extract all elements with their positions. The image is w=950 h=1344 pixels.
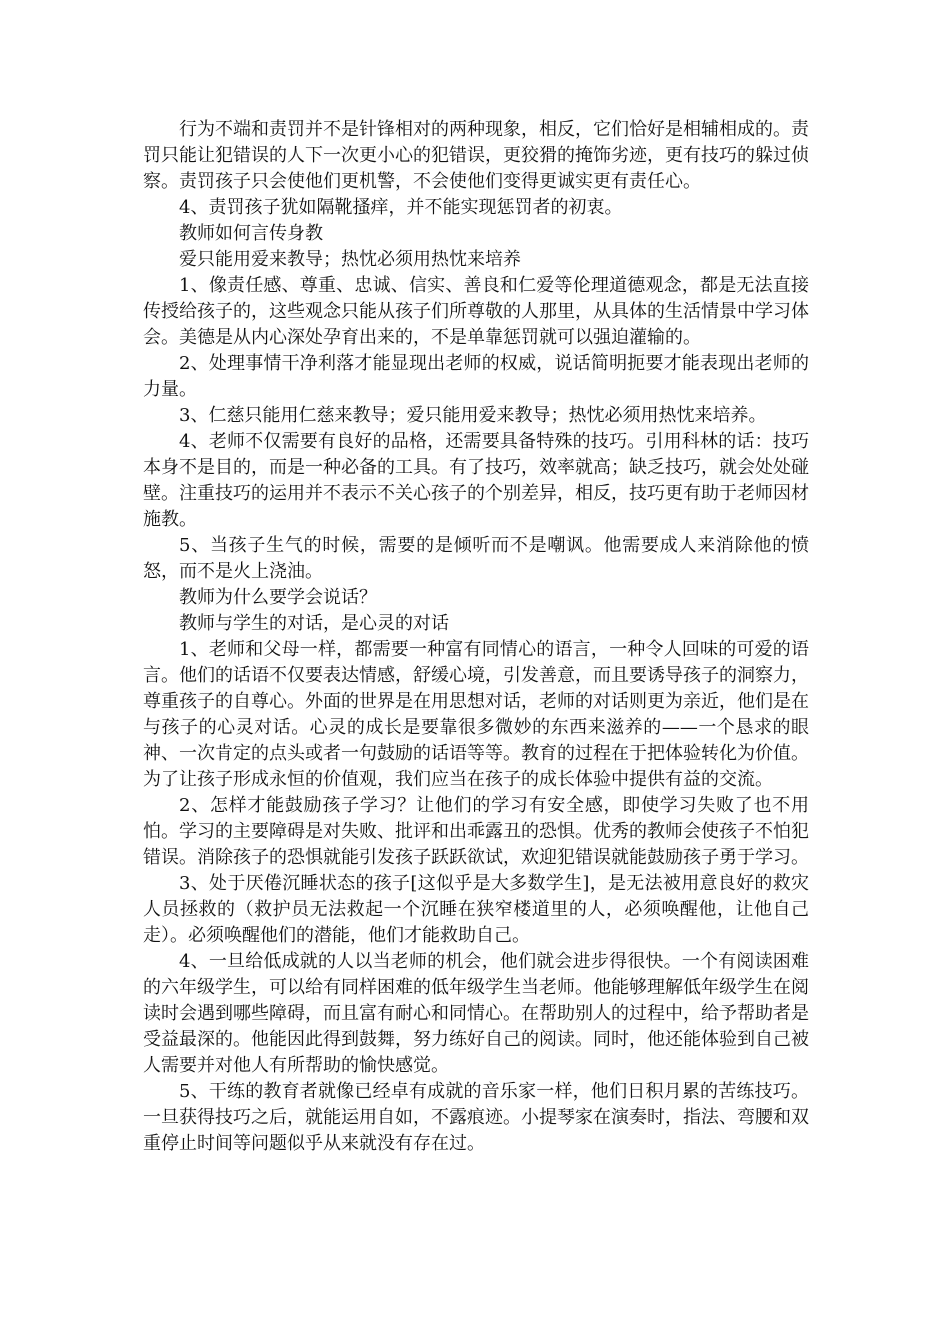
paragraph-example-3: 3、仁慈只能用仁慈来教导；爱只能用爱来教导；热忱必须用热忱来培养。	[179, 405, 767, 426]
section-subheading-dialogue-of-souls: 教师与学生的对话，是心灵的对话	[179, 613, 449, 634]
section-subheading-love-and-enthusiasm: 爱只能用爱来教导；热忱必须用热忱来培养	[179, 249, 521, 270]
paragraph-speak-3: 3、处于厌倦沉睡状态的孩子[这似乎是大多数学生]，是无法被用意良好的救灾人员拯救的（救护员无法救起一个沉睡在狭窄楼道里的人，必须唤醒他，让他自己走）。必须唤醒他们的潜能，他们才能救助自己。	[143, 873, 809, 946]
section-heading-learn-to-speak: 教师为什么要学会说话？	[179, 587, 377, 608]
paragraph-example-4: 4、老师不仅需要有良好的品格，还需要具备特殊的技巧。引用科林的话：技巧本身不是目的，而是一种必备的工具。有了技巧，效率就高；缺乏技巧，就会处处碰壁。注重技巧的运用并不表示不关心孩子的个别差异，相反，技巧更有助于老师因材施教。	[143, 431, 809, 530]
paragraph-example-1: 1、像责任感、尊重、忠诚、信实、善良和仁爱等伦理道德观念，都是无法直接传授给孩子的，这些观念只能从孩子们所尊敬的人那里，从具体的生活情景中学习体会。美德是从内心深处孕育出来的，不是单靠惩罚就可以强迫灌输的。	[143, 275, 809, 348]
document-body	[143, 117, 809, 1157]
section-heading-teaching-by-example: 教师如何言传身教	[179, 223, 323, 244]
paragraph-speak-2: 2、怎样才能鼓励孩子学习？让他们的学习有安全感，即使学习失败了也不用怕。学习的主要障碍是对失败、批评和出乖露丑的恐惧。优秀的教师会使孩子不怕犯错误。消除孩子的恐惧就能引发孩子跃跃欲试，欢迎犯错误就能鼓励孩子勇于学习。	[143, 795, 809, 868]
paragraph-speak-4: 4、一旦给低成就的人以当老师的机会，他们就会进步得很快。一个有阅读困难的六年级学生，可以给有同样困难的低年级学生当老师。他能够理解低年级学生在阅读时会遇到哪些障碍，而且富有耐心和同情心。在帮助别人的过程中，给予帮助者是受益最深的。他能因此得到鼓舞，努力练好自己的阅读。同时，他还能体验到自己被人需要并对他人有所帮助的愉快感觉。	[143, 951, 809, 1076]
paragraph-speak-1: 1、老师和父母一样，都需要一种富有同情心的语言，一种令人回味的可爱的语言。他们的话语不仅要表达情感，舒缓心境，引发善意，而且要诱导孩子的洞察力，尊重孩子的自尊心。外面的世界是在用思想对话，老师的对话则更为亲近，他们是在与孩子的心灵对话。心灵的成长是要靠很多微妙的东西来滋养的——一个恳求的眼神、一次肯定的点头或者一句鼓励的话语等等。教育的过程在于把体验转化为价值。为了让孩子形成永恒的价值观，我们应当在孩子的成长体验中提供有益的交流。	[143, 639, 809, 790]
paragraph-example-5: 5、当孩子生气的时候，需要的是倾听而不是嘲讽。他需要成人来消除他的愤怒，而不是火上浇油。	[143, 535, 809, 582]
paragraph-punishment-intro: 行为不端和责罚并不是针锋相对的两种现象，相反，它们恰好是相辅相成的。责罚只能让犯错误的人下一次更小心的犯错误，更狡猾的掩饰劣迹，更有技巧的躲过侦察。责罚孩子只会使他们更机警，不会使他们变得更诚实更有责任心。	[143, 119, 809, 192]
paragraph-speak-5: 5、干练的教育者就像已经卓有成就的音乐家一样，他们日积月累的苦练技巧。一旦获得技巧之后，就能运用自如，不露痕迹。小提琴家在演奏时，指法、弯腰和双重停止时间等问题似乎从来就没有存在过。	[143, 1081, 809, 1154]
paragraph-example-2: 2、处理事情干净利落才能显现出老师的权威，说话简明扼要才能表现出老师的力量。	[143, 353, 809, 400]
paragraph-punishment-4: 4、责罚孩子犹如隔靴搔痒，并不能实现惩罚者的初衷。	[179, 197, 623, 218]
